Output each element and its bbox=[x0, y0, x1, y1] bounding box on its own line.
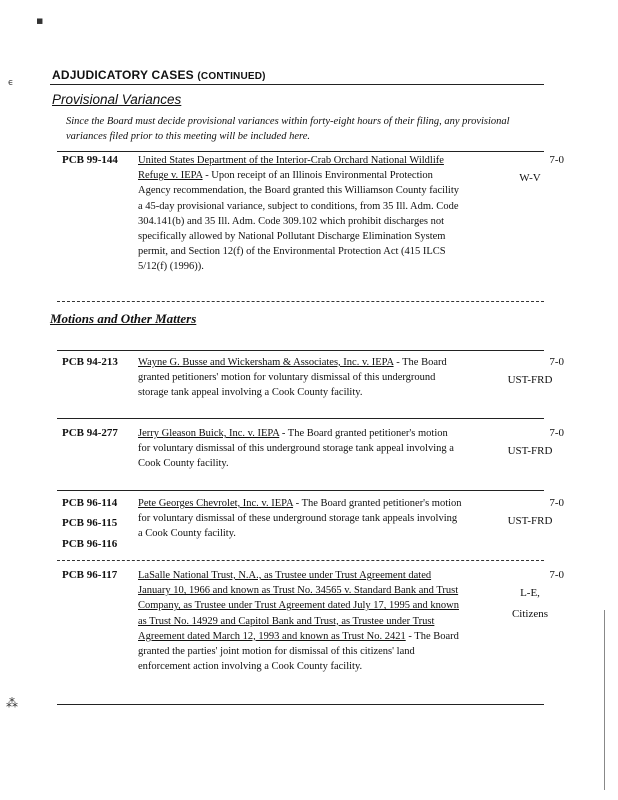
case-title-link[interactable]: Pete Georges Chevrolet, Inc. v. IEPA bbox=[138, 498, 294, 509]
case-title-link[interactable]: Wayne G. Busse and Wickersham & Associates, Inc. v. IEPA bbox=[138, 357, 394, 368]
case-vote bbox=[476, 568, 564, 625]
vote-count: 7-0 bbox=[549, 427, 564, 439]
case-number-pcb-96-115: PCB 96-115 bbox=[62, 517, 118, 529]
case-type-code: W-V bbox=[519, 172, 541, 184]
case-description bbox=[138, 568, 462, 674]
case-type-code: Citizens bbox=[511, 608, 549, 620]
vote-count: 7-0 bbox=[549, 497, 564, 509]
heading-rule bbox=[50, 84, 544, 85]
case-vote bbox=[476, 355, 564, 391]
case-summary: - Upon receipt of an Illinois Environmental Protection Agency recommendation, the Board granted this Williamson County facility a 45-day provisional variance, subject to conditions, from 35 Ill. Adm. Code 304.141(b) and 35 Ill. Adm. Code 309.102 which prohibit discharges not specifically allowed by National Pollutant Discharge Elimination System permit, and Section 12(f) of the Environmental Protection Act (415 ILCS 5/12(f) (1996)). bbox=[138, 170, 460, 273]
section-title-provisional-variances: Provisional Variances bbox=[52, 92, 182, 107]
case-title-link[interactable]: Jerry Gleason Buick, Inc. v. IEPA bbox=[138, 428, 280, 439]
section-title-motions-and-other-matters: Motions and Other Matters bbox=[50, 311, 197, 326]
case-number-pcb-96-116: PCB 96-116 bbox=[62, 538, 118, 550]
case-number-pcb-94-277: PCB 94-277 bbox=[62, 427, 118, 439]
case-description bbox=[138, 153, 462, 275]
vote-count: 7-0 bbox=[549, 356, 564, 368]
case-summary: - The Board granted petitioners' motion for voluntary dismissal of this underground storage tank appeal involving a Cook County facility. bbox=[138, 357, 447, 399]
case-divider bbox=[57, 704, 544, 705]
section-divider bbox=[57, 301, 544, 302]
case-description bbox=[138, 426, 462, 472]
case-title-link[interactable]: United States Department of the Interior-Crab Orchard National Wildlife Refuge v. IEPA bbox=[138, 155, 444, 182]
case-summary: - The Board granted petitioner's motion for voluntary dismissal of these underground storage tank appeals involving a Cook County facility. bbox=[138, 498, 462, 540]
case-number-pcb-99-144: PCB 99-144 bbox=[62, 154, 118, 166]
case-number-pcb-94-213: PCB 94-213 bbox=[62, 356, 118, 368]
case-vote bbox=[476, 496, 564, 532]
case-divider bbox=[57, 418, 544, 419]
case-vote bbox=[476, 426, 564, 462]
case-summary: - The Board granted petitioner's motion for voluntary dismissal of this underground storage tank appeal involving a Cook County facility. bbox=[138, 428, 454, 470]
case-divider bbox=[57, 151, 544, 152]
scan-dot-mark: ▪ bbox=[36, 14, 44, 27]
scan-edge-line bbox=[604, 610, 605, 790]
heading-title: ADJUDICATORY CASES bbox=[52, 68, 194, 82]
case-description bbox=[138, 355, 462, 401]
case-type-code: UST-FRD bbox=[507, 515, 553, 527]
case-summary: - The Board granted the parties' joint motion for dismissal of this citizens' land enforcement action involving a Cook County facility. bbox=[138, 630, 459, 673]
case-title-link[interactable]: LaSalle National Trust, N.A., as Trustee under Trust Agreement dated January 10, 1966 and known as Trust No. 34565 v. Standard Bank and Trust Company, as Trustee under Trust Agreement dated July 17, 1995 and known as Trust No. 14929 and Capitol Bank and Trust, as Trustee under Trust Agreement dated March 12, 1993 and known as Trust No. 2421 bbox=[138, 570, 460, 642]
case-number-pcb-96-117: PCB 96-117 bbox=[62, 569, 118, 581]
case-type-code: UST-FRD bbox=[507, 374, 553, 386]
heading-continued: (CONTINUED) bbox=[197, 71, 266, 82]
vote-count: 7-0 bbox=[549, 569, 564, 581]
case-divider bbox=[57, 490, 544, 491]
case-description bbox=[138, 496, 462, 542]
case-divider bbox=[57, 350, 544, 351]
provisional-variances-note: Since the Board must decide provisional variances within forty-eight hours of their filing, any provisional variances filed prior to this meeting will be included here. bbox=[66, 116, 510, 142]
vote-count: 7-0 bbox=[549, 154, 564, 166]
page-heading bbox=[52, 68, 266, 82]
scan-squiggle-mark: ϵ bbox=[8, 78, 14, 88]
case-type-code: L-E, bbox=[520, 587, 540, 599]
scan-smudge-mark: ⁂ bbox=[6, 696, 18, 710]
case-vote bbox=[476, 153, 564, 189]
case-divider bbox=[57, 560, 544, 561]
case-type-code: UST-FRD bbox=[507, 445, 553, 457]
case-number-pcb-96-114: PCB 96-114 bbox=[62, 497, 118, 509]
